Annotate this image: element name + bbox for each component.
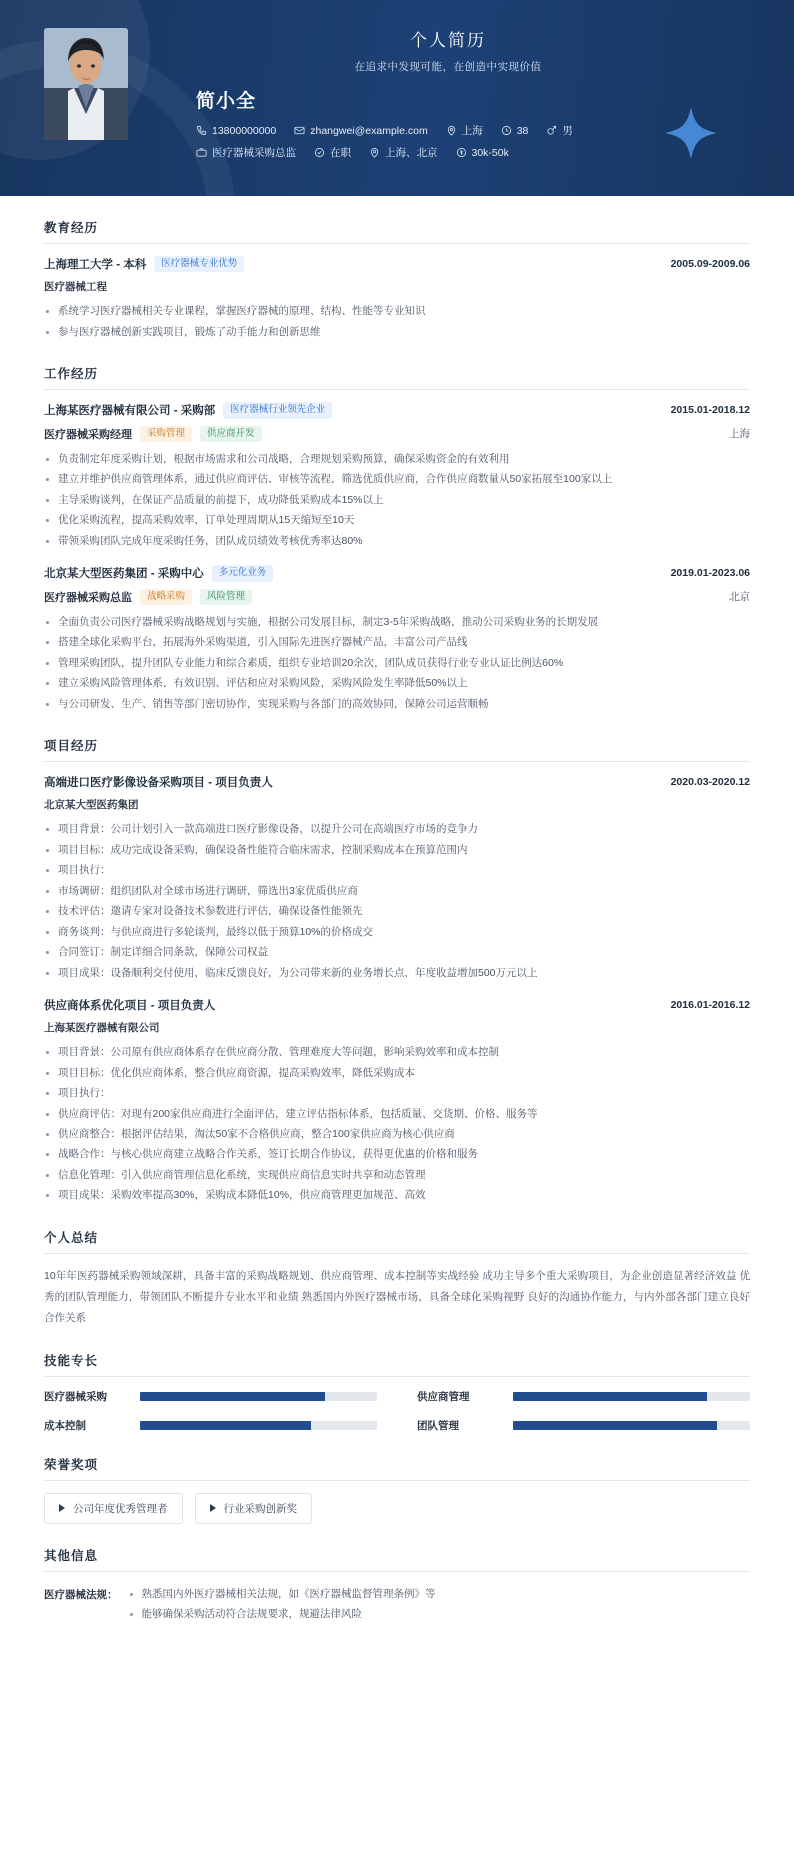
meta-status (314, 145, 351, 160)
skill-item (44, 1389, 377, 1404)
list-item: 供应商评估：对现有200家供应商进行全面评估，建立评估指标体系，包括质量、交货期、价格、服务等 (44, 1104, 750, 1124)
meta-gender-text: 男 (562, 125, 573, 137)
location-icon (446, 125, 457, 136)
meta-age (501, 123, 529, 138)
project-bullets-2 (44, 1042, 750, 1206)
skill-item (417, 1389, 750, 1404)
section-title-skills: 技能专长 (44, 1351, 750, 1377)
other-row (44, 1584, 750, 1625)
meta-salary (456, 145, 509, 160)
skill-bar-fill (140, 1421, 311, 1430)
meta-location-text: 上海 (461, 125, 483, 137)
play-triangle-icon (59, 1504, 65, 1512)
contact-row-2 (146, 145, 750, 160)
list-item: 管理采购团队，提升团队专业能力和综合素质，组织专业培训20余次，团队成员获得行业专业认证比例达60% (44, 653, 750, 673)
meta-email-text: zhangwei@example.com (310, 124, 428, 137)
skill-bar-fill (513, 1392, 707, 1401)
skill-label: 供应商管理 (417, 1390, 470, 1403)
avatar (44, 28, 128, 140)
skill-item (44, 1418, 377, 1433)
summary-text: 10年年医药器械采购领域深耕，具备丰富的采购战略规划、供应商管理、成本控制等实战经验 成功主导多个重大采购项目，为企业创造显著经济效益 优秀的团队管理能力，带领团队不断提升专业水平和业绩 熟悉国内外医疗器械市场，具备全球化采购视野 良好的沟通协作能力，与内外部各部门建立良好合作关系 (44, 1269, 750, 1324)
project-date: 2020.03-2020.12 (670, 776, 750, 789)
list-item: 供应商整合：根据评估结果，淘汰50家不合格供应商，整合100家供应商为核心供应商 (44, 1124, 750, 1144)
list-item: 主导采购谈判，在保证产品质量的前提下，成功降低采购成本15%以上 (44, 490, 750, 510)
work-place: 北京 (729, 591, 750, 604)
list-item: 建立采购风险管理体系，有效识别、评估和应对采购风险，采购风险发生率降低50%以上 (44, 673, 750, 693)
meta-salary-text: 30k-50k (471, 146, 509, 159)
project-company: 北京某大型医药集团 (44, 799, 139, 812)
age-icon (501, 125, 512, 136)
project-name: 供应商体系优化项目 - 项目负责人 (44, 1000, 216, 1013)
meta-phone-text: 13800000000 (212, 124, 277, 137)
skills-grid (44, 1389, 750, 1433)
education-entry (44, 256, 750, 342)
project-entry-1 (44, 774, 750, 983)
skill-bar-fill (140, 1392, 325, 1401)
skill-bar (140, 1392, 377, 1401)
phone-icon (196, 125, 207, 136)
meta-status-text: 在职 (330, 147, 351, 159)
meta-position (196, 145, 296, 160)
list-item: 参与医疗器械创新实践项目，锻炼了动手能力和创新思维 (44, 322, 750, 342)
list-item: 技术评估：邀请专家对设备技术参数进行评估，确保设备性能领先 (44, 901, 750, 921)
work-role: 医疗器械采购经理 (44, 428, 132, 441)
section-title-work: 工作经历 (44, 364, 750, 390)
section-title-education: 教育经历 (44, 218, 750, 244)
section-title-summary: 个人总结 (44, 1228, 750, 1254)
mail-icon (294, 125, 305, 136)
work-bullets-1 (44, 449, 750, 551)
list-item: 合同签订：制定详细合同条款，保障公司权益 (44, 942, 750, 962)
list-item: 项目成果：设备顺利交付使用，临床反馈良好，为公司带来新的业务增长点，年度收益增加500万元以上 (44, 963, 750, 983)
list-item: 信息化管理：引入供应商管理信息化系统，实现供应商信息实时共享和动态管理 (44, 1165, 750, 1185)
work-company: 北京某大型医药集团 - 采购中心 (44, 568, 204, 581)
section-skills (44, 1351, 750, 1433)
education-school: 上海理工大学 - 本科 (44, 259, 147, 272)
skill-label: 团队管理 (417, 1419, 459, 1432)
section-projects (44, 736, 750, 1206)
list-item: 市场调研：组织团队对全球市场进行调研，筛选出3家优质供应商 (44, 881, 750, 901)
list-item: 项目背景：公司原有供应商体系存在供应商分散、管理难度大等问题，影响采购效率和成本控制 (44, 1042, 750, 1062)
work-company: 上海某医疗器械有限公司 - 采购部 (44, 405, 216, 418)
work-role-tag-2: 供应商开发 (200, 426, 262, 442)
contact-meta (146, 123, 750, 160)
status-icon (314, 147, 325, 158)
education-tag: 医疗器械专业优势 (154, 256, 244, 272)
list-item: 项目目标：优化供应商体系，整合供应商资源，提高采购效率，降低采购成本 (44, 1063, 750, 1083)
work-date: 2015.01-2018.12 (670, 404, 750, 417)
honors-list (44, 1493, 750, 1524)
section-title-projects: 项目经历 (44, 736, 750, 762)
contact-row-1 (146, 123, 750, 138)
work-entry-2 (44, 565, 750, 714)
meta-position-text: 医疗器械采购总监 (212, 147, 296, 159)
work-role-tag-1: 采购管理 (140, 426, 192, 442)
other-bullets (128, 1584, 751, 1625)
city-icon (369, 147, 380, 158)
briefcase-icon (196, 147, 207, 158)
work-date: 2019.01-2023.06 (670, 567, 750, 580)
other-label: 医疗器械法规： (44, 1588, 118, 1601)
list-item: 优化采购流程，提高采购效率，订单处理周期从15天缩短至10天 (44, 510, 750, 530)
section-work (44, 364, 750, 714)
meta-city-text: 上海、北京 (385, 147, 438, 159)
gender-icon (546, 125, 557, 136)
skill-bar-fill (513, 1421, 717, 1430)
skill-bar (513, 1392, 750, 1401)
work-role: 医疗器械采购总监 (44, 591, 132, 604)
resume-header (0, 0, 794, 196)
skill-bar (140, 1421, 377, 1430)
meta-location (446, 123, 483, 138)
meta-phone (196, 123, 276, 138)
work-entry-1 (44, 402, 750, 551)
meta-email (294, 123, 427, 138)
section-honors (44, 1455, 750, 1524)
list-item: 能够确保采购活动符合法规要求，规避法律风险 (128, 1604, 751, 1624)
work-place: 上海 (729, 428, 750, 441)
project-name: 高端进口医疗影像设备采购项目 - 项目负责人 (44, 777, 273, 790)
list-item: 项目执行： (44, 1083, 750, 1103)
list-item: 商务谈判：与供应商进行多轮谈判，最终以低于预算10%的价格成交 (44, 922, 750, 942)
work-role-tag-2: 风险管理 (200, 589, 252, 605)
work-company-tag: 医疗器械行业领先企业 (223, 402, 332, 418)
page-title: 个人简历 (410, 31, 486, 50)
list-item: 项目背景：公司计划引入一款高端进口医疗影像设备，以提升公司在高端医疗市场的竞争力 (44, 819, 750, 839)
education-bullets (44, 301, 750, 342)
skill-item (417, 1418, 750, 1433)
page-subtitle: 在追求中发现可能，在创造中实现价值 (354, 61, 542, 73)
meta-city (369, 145, 438, 160)
section-summary (44, 1228, 750, 1329)
work-bullets-2 (44, 612, 750, 714)
section-other (44, 1546, 750, 1651)
list-item: 与公司研发、生产、销售等部门密切协作，实现采购与各部门的高效协同，保障公司运营顺畅 (44, 694, 750, 714)
work-company-tag: 多元化业务 (212, 565, 274, 581)
candidate-name: 简小全 (196, 91, 257, 112)
skill-label: 医疗器械采购 (44, 1390, 107, 1403)
education-date: 2005.09-2009.06 (670, 258, 750, 271)
section-education (44, 218, 750, 342)
list-item: 搭建全球化采购平台，拓展海外采购渠道，引入国际先进医疗器械产品，丰富公司产品线 (44, 632, 750, 652)
work-role-tag-1: 战略采购 (140, 589, 192, 605)
project-date: 2016.01-2016.12 (670, 999, 750, 1012)
project-company: 上海某医疗器械有限公司 (44, 1022, 160, 1035)
meta-age-text: 38 (516, 124, 529, 137)
section-title-honors: 荣誉奖项 (44, 1455, 750, 1481)
list-item: 系统学习医疗器械相关专业课程，掌握医疗器械的原理、结构、性能等专业知识 (44, 301, 750, 321)
project-bullets-1 (44, 819, 750, 983)
list-item: 全面负责公司医疗器械采购战略规划与实施，根据公司发展目标，制定3-5年采购战略，推动公司采购业务的长期发展 (44, 612, 750, 632)
honor-label: 公司年度优秀管理者 (73, 1502, 168, 1515)
project-entry-2 (44, 997, 750, 1206)
list-item: 带领采购团队完成年度采购任务，团队成员绩效考核优秀率达80% (44, 531, 750, 551)
meta-gender (546, 123, 573, 138)
honor-item[interactable] (44, 1493, 183, 1524)
list-item: 负责制定年度采购计划，根据市场需求和公司战略，合理规划采购预算，确保采购资金的有效利用 (44, 449, 750, 469)
honor-item[interactable] (195, 1493, 313, 1524)
skill-label: 成本控制 (44, 1419, 86, 1432)
list-item: 熟悉国内外医疗器械相关法规，如《医疗器械监督管理条例》等 (128, 1584, 751, 1604)
play-triangle-icon (210, 1504, 216, 1512)
section-title-other: 其他信息 (44, 1546, 750, 1572)
list-item: 项目成果：采购效率提高30%，采购成本降低10%，供应商管理更加规范、高效 (44, 1185, 750, 1205)
honor-label: 行业采购创新奖 (223, 1502, 297, 1515)
list-item: 项目执行： (44, 860, 750, 880)
list-item: 建立并维护供应商管理体系，通过供应商评估、审核等流程，筛选优质供应商，合作供应商数量从50家拓展至100家以上 (44, 469, 750, 489)
skill-bar (513, 1421, 750, 1430)
salary-icon (456, 147, 467, 158)
list-item: 项目目标：成功完成设备采购，确保设备性能符合临床需求，控制采购成本在预算范围内 (44, 840, 750, 860)
list-item: 战略合作：与核心供应商建立战略合作关系，签订长期合作协议，获得更优惠的价格和服务 (44, 1144, 750, 1164)
education-major: 医疗器械工程 (44, 281, 107, 294)
